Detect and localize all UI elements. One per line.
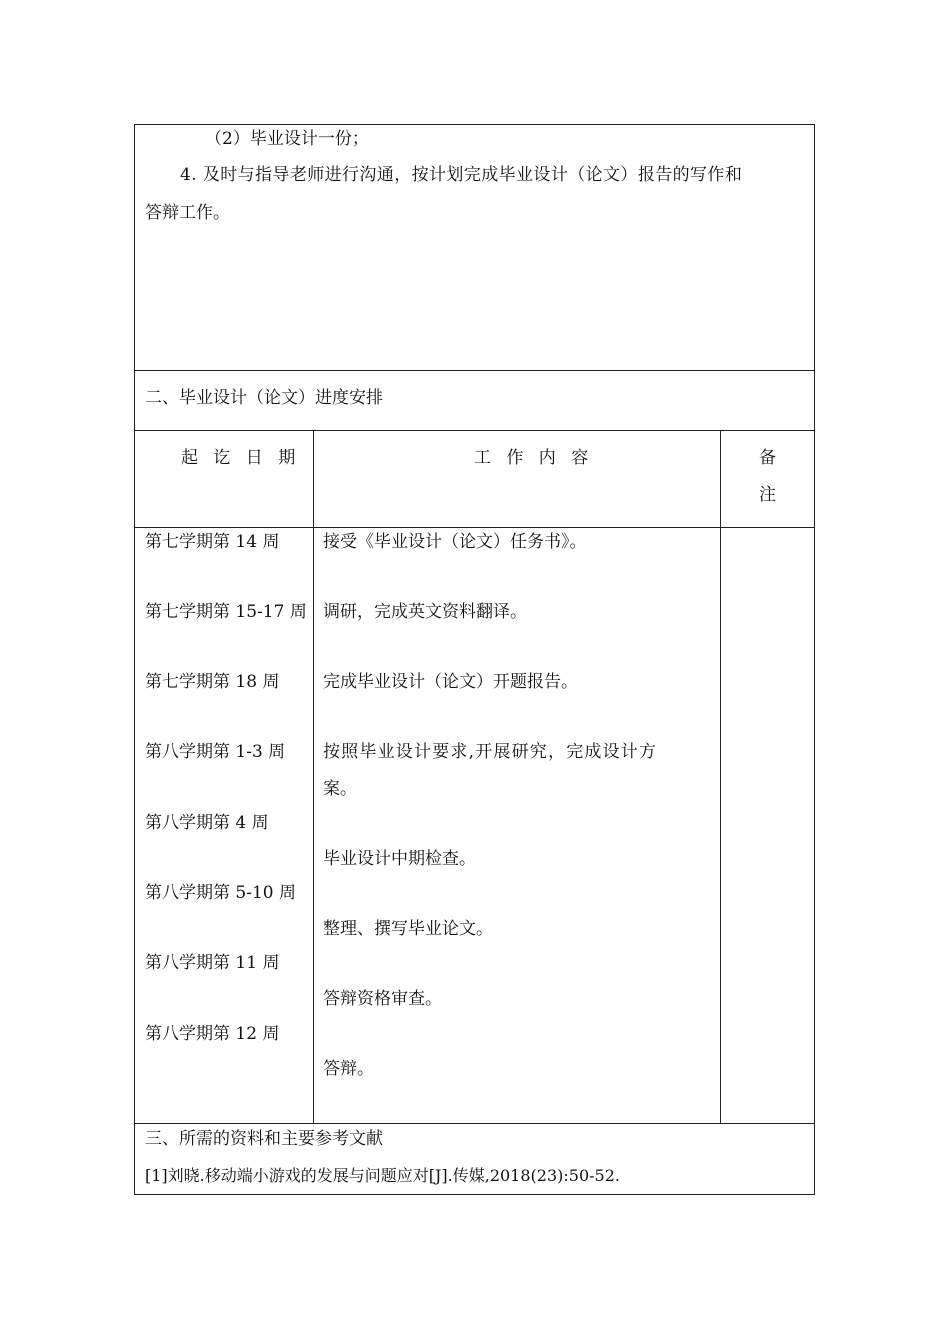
- schedule-content: 完成毕业设计（论文）开题报告。: [323, 672, 578, 692]
- section-divider: [134, 430, 815, 431]
- schedule-date: 第八学期第 4 周: [145, 813, 269, 833]
- schedule-content: 调研，完成英文资料翻译。: [323, 602, 527, 622]
- schedule-date: 第八学期第 11 周: [145, 953, 280, 973]
- schedule-content: 按照毕业设计要求,开展研究，完成设计方: [323, 742, 658, 762]
- schedule-content: 答辩。: [323, 1059, 374, 1079]
- schedule-content: 接受《毕业设计（论文）任务书》。: [323, 532, 587, 552]
- schedule-content: 案。: [323, 779, 357, 799]
- content-column-header: 工 作 内 容: [474, 448, 594, 468]
- item-2-text: （2）毕业设计一份；: [205, 129, 369, 149]
- schedule-date: 第八学期第 5-10 周: [145, 883, 296, 903]
- reference-item: [1]刘晓.移动端小游戏的发展与问题应对[J].传媒,2018(23):50-52.: [145, 1166, 620, 1185]
- item-4-text: 4. 及时与指导老师进行沟通，按计划完成毕业设计（论文）报告的写作和: [180, 165, 743, 185]
- schedule-content: 毕业设计中期检查。: [323, 849, 476, 869]
- column-divider: [720, 430, 721, 1123]
- schedule-date: 第七学期第 18 周: [145, 672, 280, 692]
- schedule-content: 答辩资格审查。: [323, 989, 442, 1009]
- schedule-date: 第七学期第 14 周: [145, 532, 280, 552]
- schedule-date: 第八学期第 1-3 周: [145, 742, 286, 762]
- date-column-header: 起 讫 日 期: [181, 448, 301, 468]
- schedule-section-title: 二、毕业设计（论文）进度安排: [145, 388, 383, 408]
- column-divider: [313, 430, 314, 1123]
- references-section-title: 三、所需的资料和主要参考文献: [145, 1129, 383, 1149]
- schedule-date: 第七学期第 15-17 周: [145, 602, 307, 622]
- schedule-content: 整理、撰写毕业论文。: [323, 919, 493, 939]
- section-divider: [134, 370, 815, 371]
- remark-column-header: 备: [759, 448, 776, 468]
- remark-column-header: 注: [759, 485, 776, 505]
- schedule-date: 第八学期第 12 周: [145, 1024, 280, 1044]
- item-4-continued: 答辩工作。: [145, 203, 230, 223]
